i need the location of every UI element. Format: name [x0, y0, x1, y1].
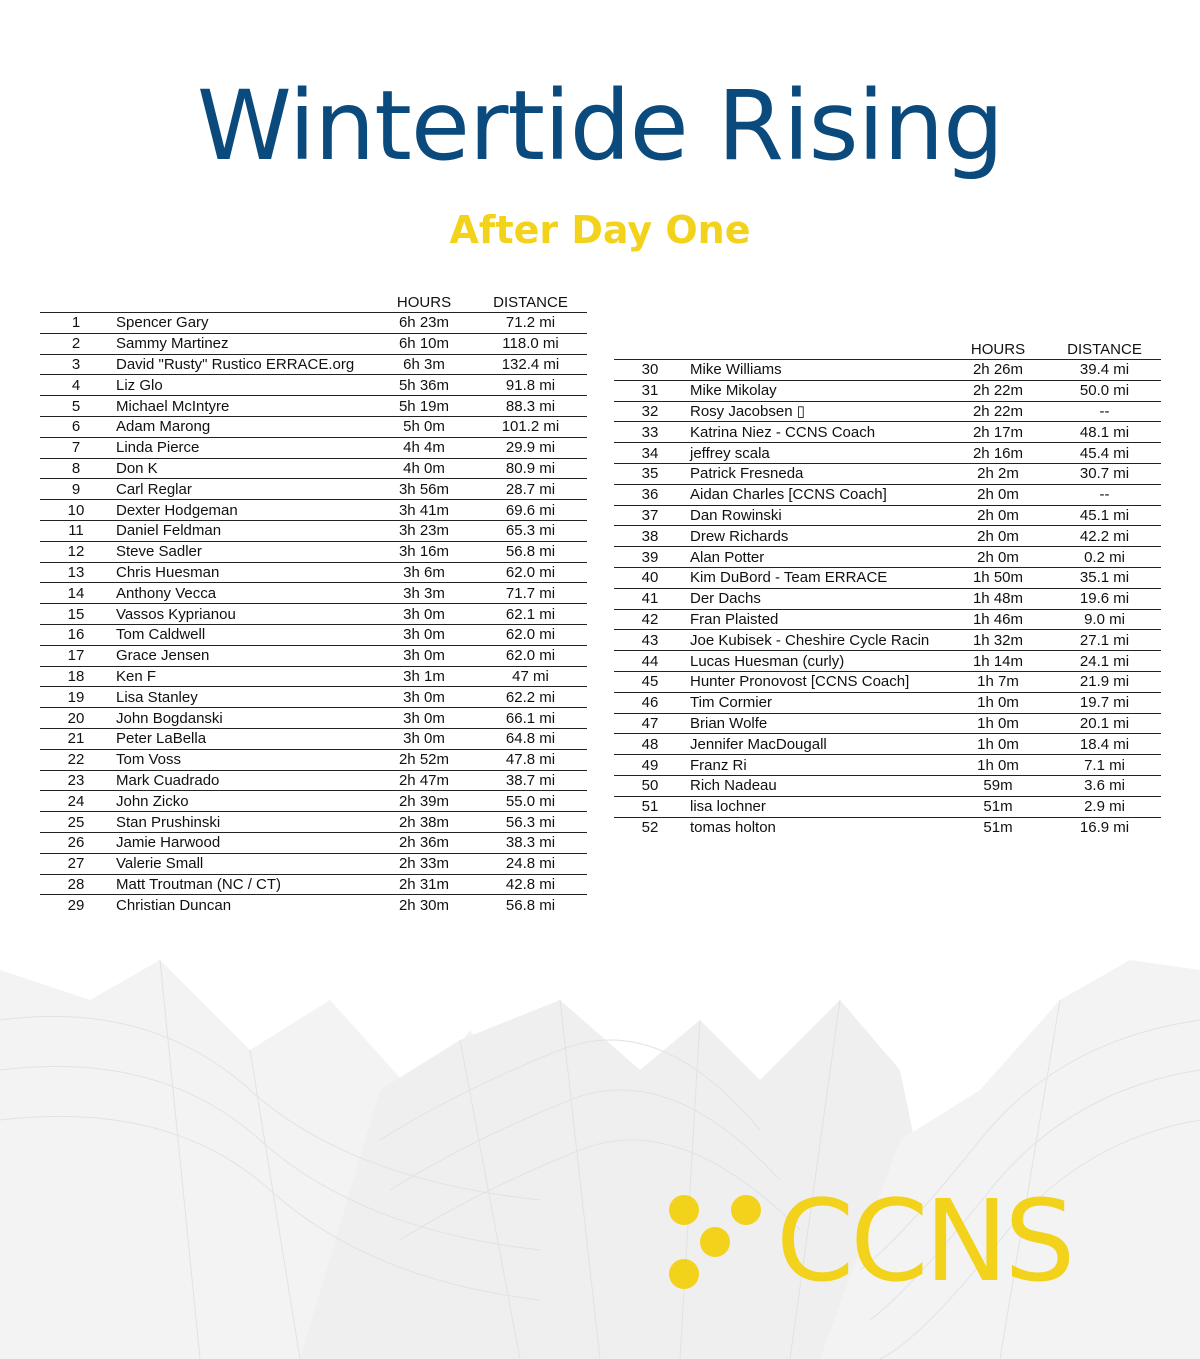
table-row — [40, 604, 587, 625]
hours-cell: 2h 0m — [948, 526, 1048, 547]
name-cell: Mark Cuadrado — [112, 770, 374, 791]
distance-cell: 21.9 mi — [1048, 671, 1161, 692]
name-cell: Lucas Huesman (curly) — [686, 651, 948, 672]
distance-cell: 42.2 mi — [1048, 526, 1161, 547]
rank-cell: 4 — [40, 375, 112, 396]
rank-cell: 9 — [40, 479, 112, 500]
hours-cell: 3h 0m — [374, 728, 474, 749]
distance-cell: 50.0 mi — [1048, 380, 1161, 401]
hours-cell: 51m — [983, 818, 1013, 836]
distance-cell: 16.9 mi — [1079, 818, 1130, 836]
table-row — [614, 401, 1161, 422]
rank-cell: 18 — [40, 666, 112, 687]
table-row — [614, 692, 1161, 713]
name-cell: Tom Voss — [112, 749, 374, 770]
hours-cell: 2h 39m — [374, 791, 474, 812]
table-row — [40, 416, 587, 437]
rank-cell: 13 — [40, 562, 112, 583]
table-row — [614, 526, 1161, 547]
distance-cell: 20.1 mi — [1048, 713, 1161, 734]
rank-cell: 51 — [614, 796, 686, 817]
name-cell: Rich Nadeau — [686, 775, 948, 796]
ccns-logo-text: CCNS — [776, 1177, 1072, 1307]
rank-cell: 2 — [40, 333, 112, 354]
hours-cell: 2h 31m — [374, 874, 474, 895]
name-cell: jeffrey scala — [686, 443, 948, 464]
name-cell: Sammy Martinez — [112, 333, 374, 354]
distance-cell: 19.6 mi — [1048, 588, 1161, 609]
name-cell: Grace Jensen — [112, 645, 374, 666]
name-cell: Chris Huesman — [112, 562, 374, 583]
table-row — [614, 463, 1161, 484]
hours-column-header: HOURS — [948, 339, 1048, 360]
distance-cell: 48.1 mi — [1048, 422, 1161, 443]
rank-cell: 38 — [614, 526, 686, 547]
results-table-right — [614, 339, 1161, 837]
distance-cell: 64.8 mi — [474, 728, 587, 749]
hours-cell: 1h 0m — [948, 755, 1048, 776]
name-cell: Ken F — [112, 666, 374, 687]
table-row — [614, 755, 1161, 776]
distance-cell: 132.4 mi — [474, 354, 587, 375]
hours-cell: 51m — [948, 796, 1048, 817]
name-cell: Franz Ri — [686, 755, 948, 776]
name-cell: Drew Richards — [686, 526, 948, 547]
hours-cell: 2h 0m — [948, 547, 1048, 568]
hours-cell: 4h 4m — [374, 437, 474, 458]
hours-cell: 3h 0m — [374, 624, 474, 645]
hours-cell: 3h 0m — [374, 604, 474, 625]
distance-cell: -- — [1048, 401, 1161, 422]
hours-cell: 3h 16m — [374, 541, 474, 562]
name-cell: David "Rusty" Rustico ERRACE.org — [112, 354, 374, 375]
table-row — [614, 796, 1161, 817]
rank-cell: 47 — [614, 713, 686, 734]
hours-cell: 4h 0m — [374, 458, 474, 479]
table-row — [40, 354, 587, 375]
table-row — [614, 505, 1161, 526]
name-cell: Katrina Niez - CCNS Coach — [686, 422, 948, 443]
hours-cell: 1h 0m — [948, 692, 1048, 713]
hours-cell: 2h 0m — [948, 505, 1048, 526]
distance-cell: 56.8 mi — [474, 541, 587, 562]
table-row — [614, 484, 1161, 505]
hours-cell: 6h 3m — [374, 354, 474, 375]
rank-cell: 37 — [614, 505, 686, 526]
table-row — [614, 360, 1161, 381]
distance-cell: 45.4 mi — [1048, 443, 1161, 464]
hours-cell: 3h 41m — [374, 500, 474, 521]
rank-cell: 25 — [40, 812, 112, 833]
table-row — [614, 547, 1161, 568]
hours-cell: 5h 0m — [374, 416, 474, 437]
hours-cell: 3h 0m — [374, 645, 474, 666]
table-row — [40, 687, 587, 708]
distance-cell: 2.9 mi — [1048, 796, 1161, 817]
distance-cell: 9.0 mi — [1048, 609, 1161, 630]
name-cell: Carl Reglar — [112, 479, 374, 500]
distance-cell: 71.7 mi — [474, 583, 587, 604]
hours-cell: 2h 2m — [948, 463, 1048, 484]
table-row — [40, 791, 587, 812]
page-subtitle: After Day One — [449, 208, 751, 252]
name-cell: Anthony Vecca — [112, 583, 374, 604]
name-cell: Brian Wolfe — [686, 713, 948, 734]
name-cell: Alan Potter — [686, 547, 948, 568]
name-cell: Mike Williams — [686, 360, 948, 381]
table-row — [40, 749, 587, 770]
rank-cell: 14 — [40, 583, 112, 604]
name-cell: Fran Plaisted — [686, 609, 948, 630]
rank-cell: 3 — [40, 354, 112, 375]
rank-cell: 32 — [614, 401, 686, 422]
rank-cell: 6 — [40, 416, 112, 437]
name-cell: John Zicko — [112, 791, 374, 812]
name-cell: Spencer Gary — [112, 313, 374, 334]
distance-cell: 30.7 mi — [1048, 463, 1161, 484]
distance-cell: 91.8 mi — [474, 375, 587, 396]
rank-cell: 35 — [614, 463, 686, 484]
table-row — [40, 437, 587, 458]
rank-cell: 17 — [40, 645, 112, 666]
hours-cell: 2h 47m — [374, 770, 474, 791]
table-row — [40, 812, 587, 833]
distance-cell: 62.1 mi — [474, 604, 587, 625]
distance-cell: 69.6 mi — [474, 500, 587, 521]
table-row — [40, 313, 587, 334]
hours-cell: 2h 36m — [374, 832, 474, 853]
name-cell: Christian Duncan — [116, 896, 232, 914]
name-cell: Valerie Small — [112, 853, 374, 874]
rank-cell: 45 — [614, 671, 686, 692]
table-row — [40, 479, 587, 500]
hours-cell: 1h 0m — [948, 713, 1048, 734]
table-row — [40, 708, 587, 729]
table-row — [614, 713, 1161, 734]
rank-cell: 23 — [40, 770, 112, 791]
table-row — [40, 895, 587, 915]
distance-cell: 38.3 mi — [474, 832, 587, 853]
distance-cell: 47.8 mi — [474, 749, 587, 770]
hours-cell: 2h 30m — [398, 896, 450, 914]
rank-cell: 34 — [614, 443, 686, 464]
hours-cell: 1h 50m — [948, 567, 1048, 588]
name-cell: Stan Prushinski — [112, 812, 374, 833]
name-cell: Peter LaBella — [112, 728, 374, 749]
distance-cell: 27.1 mi — [1048, 630, 1161, 651]
table-row — [40, 458, 587, 479]
name-cell: Jamie Harwood — [112, 832, 374, 853]
table-row — [40, 541, 587, 562]
rank-cell: 36 — [614, 484, 686, 505]
distance-cell: 38.7 mi — [474, 770, 587, 791]
distance-cell: 56.8 mi — [505, 896, 556, 914]
rank-cell: 16 — [40, 624, 112, 645]
table-row — [40, 728, 587, 749]
rank-cell: 10 — [40, 500, 112, 521]
distance-cell: 62.2 mi — [474, 687, 587, 708]
rank-cell: 39 — [614, 547, 686, 568]
name-cell: Steve Sadler — [112, 541, 374, 562]
name-cell: Don K — [112, 458, 374, 479]
distance-cell: 45.1 mi — [1048, 505, 1161, 526]
name-cell: Kim DuBord - Team ERRACE — [686, 567, 948, 588]
rank-cell: 15 — [40, 604, 112, 625]
rank-cell: 24 — [40, 791, 112, 812]
name-cell: Dan Rowinski — [686, 505, 948, 526]
rank-cell: 12 — [40, 541, 112, 562]
table-row — [614, 734, 1161, 755]
table-row — [40, 500, 587, 521]
name-column-header — [686, 339, 948, 360]
distance-cell: 24.1 mi — [1048, 651, 1161, 672]
rank-cell: 52 — [641, 818, 659, 836]
table-row — [614, 443, 1161, 464]
hours-cell: 2h 33m — [374, 853, 474, 874]
table-row — [40, 645, 587, 666]
table-row — [614, 630, 1161, 651]
rank-cell: 5 — [40, 396, 112, 417]
hours-cell: 5h 19m — [374, 396, 474, 417]
hours-cell: 3h 3m — [374, 583, 474, 604]
name-cell: Michael McIntyre — [112, 396, 374, 417]
hours-cell: 1h 14m — [948, 651, 1048, 672]
distance-cell: 66.1 mi — [474, 708, 587, 729]
distance-cell: 62.0 mi — [474, 562, 587, 583]
hours-cell: 3h 56m — [374, 479, 474, 500]
distance-cell: 118.0 mi — [474, 333, 587, 354]
name-cell: John Bogdanski — [112, 708, 374, 729]
distance-cell: 29.9 mi — [474, 437, 587, 458]
table-row — [614, 651, 1161, 672]
table-row — [614, 775, 1161, 796]
hours-cell: 6h 10m — [374, 333, 474, 354]
rank-cell: 50 — [614, 775, 686, 796]
table-row — [614, 422, 1161, 443]
hours-cell: 2h 0m — [948, 484, 1048, 505]
hours-cell: 1h 7m — [948, 671, 1048, 692]
distance-cell: 56.3 mi — [474, 812, 587, 833]
name-cell: Jennifer MacDougall — [686, 734, 948, 755]
rank-cell: 33 — [614, 422, 686, 443]
name-cell: Aidan Charles [CCNS Coach] — [686, 484, 948, 505]
hours-cell: 2h 16m — [948, 443, 1048, 464]
name-cell: Der Dachs — [686, 588, 948, 609]
distance-column-header: DISTANCE — [474, 292, 587, 313]
page-title: Wintertide Rising — [196, 70, 1004, 182]
hours-cell: 1h 46m — [948, 609, 1048, 630]
name-column-header — [112, 292, 374, 313]
name-cell: Patrick Fresneda — [686, 463, 948, 484]
rank-cell: 11 — [40, 520, 112, 541]
hours-cell: 2h 52m — [374, 749, 474, 770]
distance-cell: 3.6 mi — [1048, 775, 1161, 796]
distance-cell: 24.8 mi — [474, 853, 587, 874]
hours-cell: 59m — [948, 775, 1048, 796]
table-row — [614, 609, 1161, 630]
distance-cell: 7.1 mi — [1048, 755, 1161, 776]
rank-column-header — [614, 339, 686, 360]
hours-cell: 2h 38m — [374, 812, 474, 833]
hours-cell: 2h 22m — [948, 380, 1048, 401]
rank-cell: 1 — [40, 313, 112, 334]
rank-cell: 28 — [40, 874, 112, 895]
rank-cell: 21 — [40, 728, 112, 749]
distance-cell: 47 mi — [474, 666, 587, 687]
table-row — [40, 770, 587, 791]
name-cell: Rosy Jacobsen ▯ — [686, 401, 948, 422]
distance-cell: 35.1 mi — [1048, 567, 1161, 588]
hours-cell: 1h 32m — [948, 630, 1048, 651]
table-row — [614, 588, 1161, 609]
hours-cell: 3h 1m — [374, 666, 474, 687]
rank-cell: 31 — [614, 380, 686, 401]
name-cell: Joe Kubisek - Cheshire Cycle Racin — [686, 630, 948, 651]
distance-cell: 19.7 mi — [1048, 692, 1161, 713]
name-cell: Tim Cormier — [686, 692, 948, 713]
distance-cell: 88.3 mi — [474, 396, 587, 417]
rank-cell: 20 — [40, 708, 112, 729]
distance-cell: 28.7 mi — [474, 479, 587, 500]
name-cell: Hunter Pronovost [CCNS Coach] — [686, 671, 948, 692]
rank-cell: 44 — [614, 651, 686, 672]
rank-cell: 30 — [614, 360, 686, 381]
table-header-row — [614, 339, 1161, 360]
distance-cell: 55.0 mi — [474, 791, 587, 812]
table-row — [40, 666, 587, 687]
distance-cell: 80.9 mi — [474, 458, 587, 479]
name-cell: Mike Mikolay — [686, 380, 948, 401]
table-row — [614, 671, 1161, 692]
table-header-row — [40, 292, 587, 313]
distance-column-header: DISTANCE — [1048, 339, 1161, 360]
hours-cell: 2h 26m — [948, 360, 1048, 381]
rank-cell: 43 — [614, 630, 686, 651]
hours-cell: 3h 0m — [374, 708, 474, 729]
distance-cell: 0.2 mi — [1048, 547, 1161, 568]
rank-cell: 29 — [67, 896, 85, 914]
hours-cell: 6h 23m — [374, 313, 474, 334]
table-row — [614, 817, 1161, 837]
table-row — [40, 375, 587, 396]
distance-cell: 101.2 mi — [474, 416, 587, 437]
table-row — [40, 396, 587, 417]
hours-cell: 3h 6m — [374, 562, 474, 583]
distance-cell: 42.8 mi — [474, 874, 587, 895]
table-row — [40, 583, 587, 604]
name-cell: Linda Pierce — [112, 437, 374, 458]
hours-cell: 3h 23m — [374, 520, 474, 541]
name-cell: lisa lochner — [686, 796, 948, 817]
table-row — [40, 520, 587, 541]
name-cell: Vassos Kyprianou — [112, 604, 374, 625]
rank-cell: 8 — [40, 458, 112, 479]
rank-cell: 26 — [40, 832, 112, 853]
rank-cell: 22 — [40, 749, 112, 770]
name-cell: Daniel Feldman — [112, 520, 374, 541]
hours-cell: 5h 36m — [374, 375, 474, 396]
name-cell: Dexter Hodgeman — [112, 500, 374, 521]
rank-column-header — [40, 292, 112, 313]
hours-cell: 1h 48m — [948, 588, 1048, 609]
distance-cell: 65.3 mi — [474, 520, 587, 541]
rank-cell: 27 — [40, 853, 112, 874]
table-row — [40, 874, 587, 895]
table-row — [40, 562, 587, 583]
name-cell: tomas holton — [690, 818, 776, 836]
distance-cell: 39.4 mi — [1048, 360, 1161, 381]
distance-cell: 18.4 mi — [1048, 734, 1161, 755]
name-cell: Adam Marong — [112, 416, 374, 437]
hours-cell: 2h 22m — [948, 401, 1048, 422]
distance-cell: 71.2 mi — [474, 313, 587, 334]
table-row — [40, 333, 587, 354]
name-cell: Matt Troutman (NC / CT) — [112, 874, 374, 895]
rank-cell: 46 — [614, 692, 686, 713]
table-row — [40, 832, 587, 853]
table-row — [614, 567, 1161, 588]
results-table-left — [40, 292, 587, 915]
distance-cell: 62.0 mi — [474, 645, 587, 666]
rank-cell: 48 — [614, 734, 686, 755]
table-row — [40, 624, 587, 645]
rank-cell: 41 — [614, 588, 686, 609]
table-row — [614, 380, 1161, 401]
hours-cell: 2h 17m — [948, 422, 1048, 443]
hours-cell: 1h 0m — [948, 734, 1048, 755]
name-cell: Liz Glo — [112, 375, 374, 396]
rank-cell: 49 — [614, 755, 686, 776]
name-cell: Tom Caldwell — [112, 624, 374, 645]
rank-cell: 40 — [614, 567, 686, 588]
rank-cell: 7 — [40, 437, 112, 458]
table-row — [40, 853, 587, 874]
hours-cell: 3h 0m — [374, 687, 474, 708]
rank-cell: 19 — [40, 687, 112, 708]
name-cell: Lisa Stanley — [112, 687, 374, 708]
distance-cell: -- — [1048, 484, 1161, 505]
hours-column-header: HOURS — [374, 292, 474, 313]
rank-cell: 42 — [614, 609, 686, 630]
distance-cell: 62.0 mi — [474, 624, 587, 645]
